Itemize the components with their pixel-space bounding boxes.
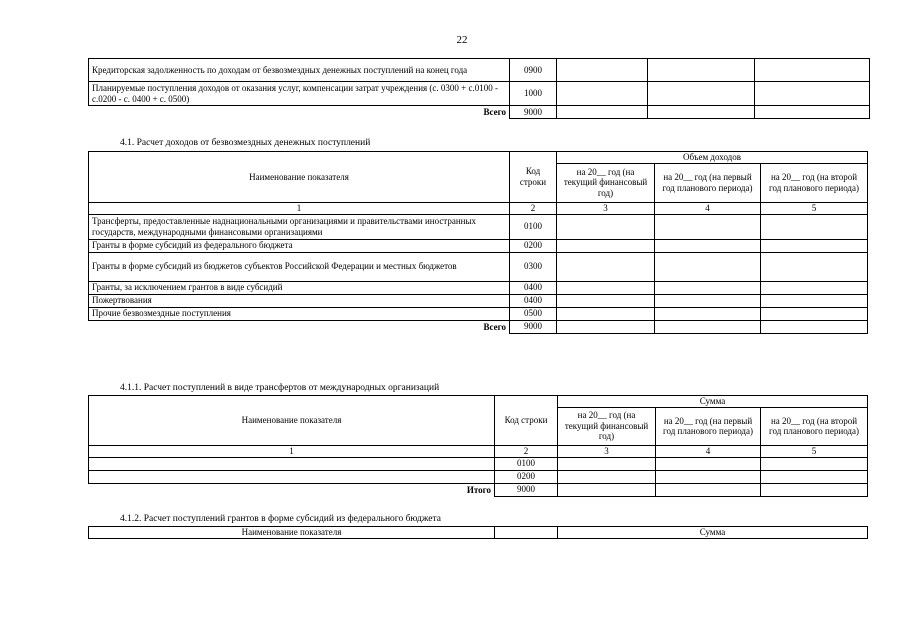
table-row	[89, 457, 868, 470]
total-row	[89, 106, 870, 119]
name-header: Наименование показателя	[89, 152, 510, 203]
year-header: на 20__ год (на второй год планового периода)	[761, 407, 868, 445]
value-cell[interactable]	[761, 457, 868, 470]
year-header: на 20__ год (на первый год планового периода)	[656, 407, 761, 445]
value-cell[interactable]	[557, 82, 648, 106]
value-cell[interactable]	[655, 320, 761, 333]
code-header	[495, 527, 558, 539]
table-row	[89, 239, 868, 252]
value-cell[interactable]	[656, 483, 761, 496]
col-number: 5	[761, 445, 868, 457]
value-cell[interactable]	[656, 457, 761, 470]
income-table	[88, 151, 868, 334]
value-cell[interactable]	[655, 214, 761, 239]
row-name: Трансферты, предоставленные наднациональными организациями и правительствами иностранных государств, международными финансовыми организациями	[89, 214, 510, 239]
value-cell[interactable]	[648, 59, 755, 82]
value-cell[interactable]	[558, 470, 656, 483]
year-header: на 20__ год (на текущий финансовый год)	[557, 163, 655, 202]
year-header: на 20__ год (на второй год планового периода)	[761, 163, 868, 202]
value-cell[interactable]	[557, 106, 648, 119]
total-label: Всего	[89, 320, 510, 333]
row-name: Гранты в форме субсидий из федерального бюджета	[89, 239, 510, 252]
col-number: 3	[557, 202, 655, 214]
table-row	[89, 307, 868, 320]
table-row	[89, 470, 868, 483]
value-cell[interactable]	[761, 294, 868, 307]
value-cell[interactable]	[558, 457, 656, 470]
value-cell[interactable]	[755, 106, 870, 119]
value-cell[interactable]	[557, 239, 655, 252]
total-code: 9000	[495, 483, 558, 496]
col-number: 4	[656, 445, 761, 457]
value-cell[interactable]	[656, 470, 761, 483]
row-code: 0100	[495, 457, 558, 470]
value-cell[interactable]	[655, 239, 761, 252]
total-label: Всего	[89, 106, 510, 119]
group-header: Сумма	[558, 527, 868, 539]
value-cell[interactable]	[761, 252, 868, 281]
section-4-1-1-title: 4.1.1. Расчет поступлений в виде трансфертов от международных организаций	[120, 383, 440, 393]
value-cell[interactable]	[648, 82, 755, 106]
table-row	[89, 294, 868, 307]
name-header: Наименование показателя	[89, 396, 495, 446]
column-number-row	[89, 202, 868, 214]
top-table	[88, 58, 870, 119]
col-number: 2	[495, 445, 558, 457]
total-code: 9000	[510, 106, 557, 119]
code-header: Код строки	[510, 152, 557, 203]
value-cell[interactable]	[89, 457, 495, 470]
value-cell[interactable]	[755, 82, 870, 106]
value-cell[interactable]	[557, 320, 655, 333]
row-name: Пожертвования	[89, 294, 510, 307]
federal-grants-table	[88, 526, 868, 539]
value-cell[interactable]	[655, 281, 761, 294]
value-cell[interactable]	[761, 214, 868, 239]
table-row	[89, 252, 868, 281]
table-row	[89, 59, 870, 82]
value-cell[interactable]	[558, 483, 656, 496]
table-row	[89, 82, 870, 106]
total-label: Итого	[89, 483, 495, 496]
value-cell[interactable]	[648, 106, 755, 119]
total-code: 9000	[510, 320, 557, 333]
value-cell[interactable]	[761, 307, 868, 320]
transfers-table	[88, 395, 868, 497]
total-row	[89, 320, 868, 333]
group-header: Объем доходов	[557, 152, 868, 164]
value-cell[interactable]	[761, 470, 868, 483]
row-code: 0300	[510, 252, 557, 281]
col-number: 1	[89, 202, 510, 214]
row-code: 0100	[510, 214, 557, 239]
row-code: 0400	[510, 294, 557, 307]
code-header: Код строки	[495, 396, 558, 446]
row-name: Гранты в форме субсидий из бюджетов субъектов Российской Федерации и местных бюджетов	[89, 252, 510, 281]
row-name: Планируемые поступления доходов от оказания услуг, компенсации затрат учреждения (с. 0300 + с.0100 - с.0200 - с. 0400 + с. 0500)	[89, 82, 510, 106]
row-code: 0500	[510, 307, 557, 320]
total-row	[89, 483, 868, 496]
value-cell[interactable]	[755, 59, 870, 82]
value-cell[interactable]	[89, 470, 495, 483]
col-number: 5	[761, 202, 868, 214]
value-cell[interactable]	[761, 281, 868, 294]
table-row	[89, 281, 868, 294]
row-code: 0200	[510, 239, 557, 252]
value-cell[interactable]	[761, 320, 868, 333]
group-header: Сумма	[558, 396, 868, 408]
value-cell[interactable]	[761, 483, 868, 496]
section-4-1-title: 4.1. Расчет доходов от безвозмездных денежных поступлений	[120, 138, 371, 148]
name-header: Наименование показателя	[89, 527, 495, 539]
row-name: Гранты, за исключением грантов в виде субсидий	[89, 281, 510, 294]
row-code: 0200	[495, 470, 558, 483]
row-code: 0900	[510, 59, 557, 82]
value-cell[interactable]	[557, 281, 655, 294]
value-cell[interactable]	[557, 214, 655, 239]
row-name: Кредиторская задолженность по доходам от безвозмездных денежных поступлений на конец года	[89, 59, 510, 82]
value-cell[interactable]	[557, 294, 655, 307]
value-cell[interactable]	[655, 252, 761, 281]
col-number: 2	[510, 202, 557, 214]
column-number-row	[89, 445, 868, 457]
section-4-1-2-title: 4.1.2. Расчет поступлений грантов в форме субсидий из федерального бюджета	[120, 514, 441, 524]
page-number: 22	[456, 34, 468, 46]
row-name: Прочие безвозмездные поступления	[89, 307, 510, 320]
value-cell[interactable]	[557, 252, 655, 281]
value-cell[interactable]	[655, 294, 761, 307]
row-code: 0400	[510, 281, 557, 294]
year-header: на 20__ год (на первый год планового периода)	[655, 163, 761, 202]
table-row	[89, 214, 868, 239]
value-cell[interactable]	[761, 239, 868, 252]
col-number: 1	[89, 445, 495, 457]
row-code: 1000	[510, 82, 557, 106]
value-cell[interactable]	[557, 59, 648, 82]
value-cell[interactable]	[655, 307, 761, 320]
col-number: 3	[558, 445, 656, 457]
year-header: на 20__ год (на текущий финансовый год)	[558, 407, 656, 445]
value-cell[interactable]	[557, 307, 655, 320]
col-number: 4	[655, 202, 761, 214]
